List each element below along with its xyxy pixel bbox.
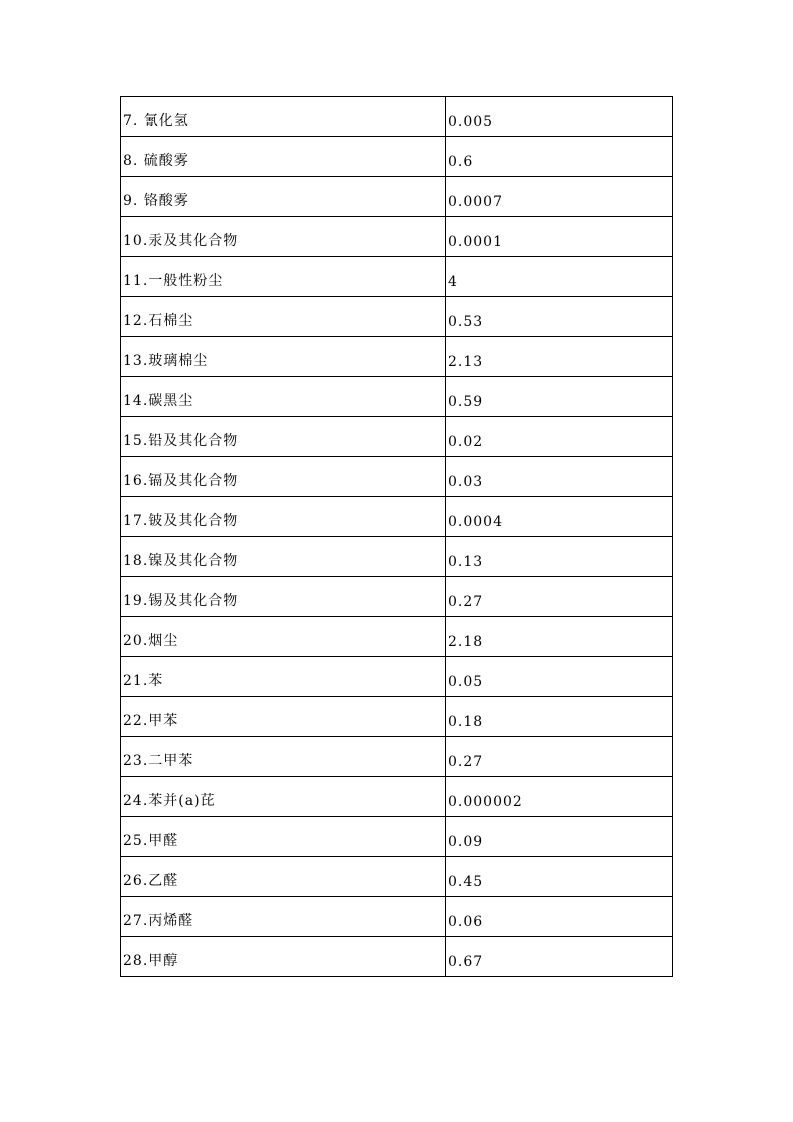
pollutant-name-cell: 19.锡及其化合物 [121, 577, 446, 617]
pollutant-value-cell: 2.18 [446, 617, 673, 657]
table-row [121, 697, 673, 737]
table-row [121, 217, 673, 257]
table-row [121, 617, 673, 657]
pollutant-value-cell: 0.13 [446, 537, 673, 577]
pollutant-name-cell: 25.甲醛 [121, 817, 446, 857]
pollutant-name-cell: 21.苯 [121, 657, 446, 697]
table-row [121, 577, 673, 617]
table-row [121, 897, 673, 937]
table-row [121, 257, 673, 297]
table-row [121, 857, 673, 897]
pollutant-value-cell: 0.05 [446, 657, 673, 697]
pollutant-value-cell: 2.13 [446, 337, 673, 377]
table-row [121, 817, 673, 857]
pollutant-name-cell: 18.镍及其化合物 [121, 537, 446, 577]
table-row [121, 737, 673, 777]
pollutant-name-cell: 8. 硫酸雾 [121, 137, 446, 177]
table-row [121, 137, 673, 177]
table-row [121, 457, 673, 497]
pollutant-value-cell: 0.000002 [446, 777, 673, 817]
pollutant-value-cell: 0.27 [446, 737, 673, 777]
pollutant-value-cell: 0.0001 [446, 217, 673, 257]
table-row [121, 497, 673, 537]
pollutant-value-cell: 0.09 [446, 817, 673, 857]
pollutant-value-cell: 0.6 [446, 137, 673, 177]
pollutant-name-cell: 28.甲醇 [121, 937, 446, 977]
pollutant-value-cell: 0.02 [446, 417, 673, 457]
pollutant-name-cell: 17.铍及其化合物 [121, 497, 446, 537]
pollutant-value-cell: 0.67 [446, 937, 673, 977]
pollutant-name-cell: 20.烟尘 [121, 617, 446, 657]
pollutant-value-cell: 0.59 [446, 377, 673, 417]
pollutant-value-cell: 0.0007 [446, 177, 673, 217]
table-row [121, 937, 673, 977]
pollutant-value-cell: 0.53 [446, 297, 673, 337]
table-body [121, 97, 673, 977]
pollutant-value-cell: 0.03 [446, 457, 673, 497]
pollutant-value-cell: 0.45 [446, 857, 673, 897]
pollutant-name-cell: 26.乙醛 [121, 857, 446, 897]
pollutant-name-cell: 10.汞及其化合物 [121, 217, 446, 257]
pollutant-value-cell: 0.27 [446, 577, 673, 617]
pollutant-value-cell: 0.0004 [446, 497, 673, 537]
table-row [121, 657, 673, 697]
pollutant-name-cell: 15.铅及其化合物 [121, 417, 446, 457]
pollutant-value-cell: 4 [446, 257, 673, 297]
table-row [121, 297, 673, 337]
pollutant-name-cell: 12.石棉尘 [121, 297, 446, 337]
table-row [121, 417, 673, 457]
table-row [121, 177, 673, 217]
pollutant-name-cell: 16.镉及其化合物 [121, 457, 446, 497]
pollutant-name-cell: 24.苯并(a)芘 [121, 777, 446, 817]
table-row [121, 337, 673, 377]
pollutant-value-cell: 0.005 [446, 97, 673, 137]
pollutant-value-cell: 0.18 [446, 697, 673, 737]
pollutant-name-cell: 14.碳黑尘 [121, 377, 446, 417]
pollutant-value-cell: 0.06 [446, 897, 673, 937]
table-row [121, 777, 673, 817]
pollutant-name-cell: 23.二甲苯 [121, 737, 446, 777]
pollutant-name-cell: 13.玻璃棉尘 [121, 337, 446, 377]
table-row [121, 97, 673, 137]
pollutant-name-cell: 27.丙烯醛 [121, 897, 446, 937]
pollutant-name-cell: 11.一般性粉尘 [121, 257, 446, 297]
table-row [121, 377, 673, 417]
pollutant-limits-table [120, 96, 673, 977]
pollutant-name-cell: 22.甲苯 [121, 697, 446, 737]
pollutant-name-cell: 7. 氰化氢 [121, 97, 446, 137]
table-row [121, 537, 673, 577]
pollutant-name-cell: 9. 铬酸雾 [121, 177, 446, 217]
